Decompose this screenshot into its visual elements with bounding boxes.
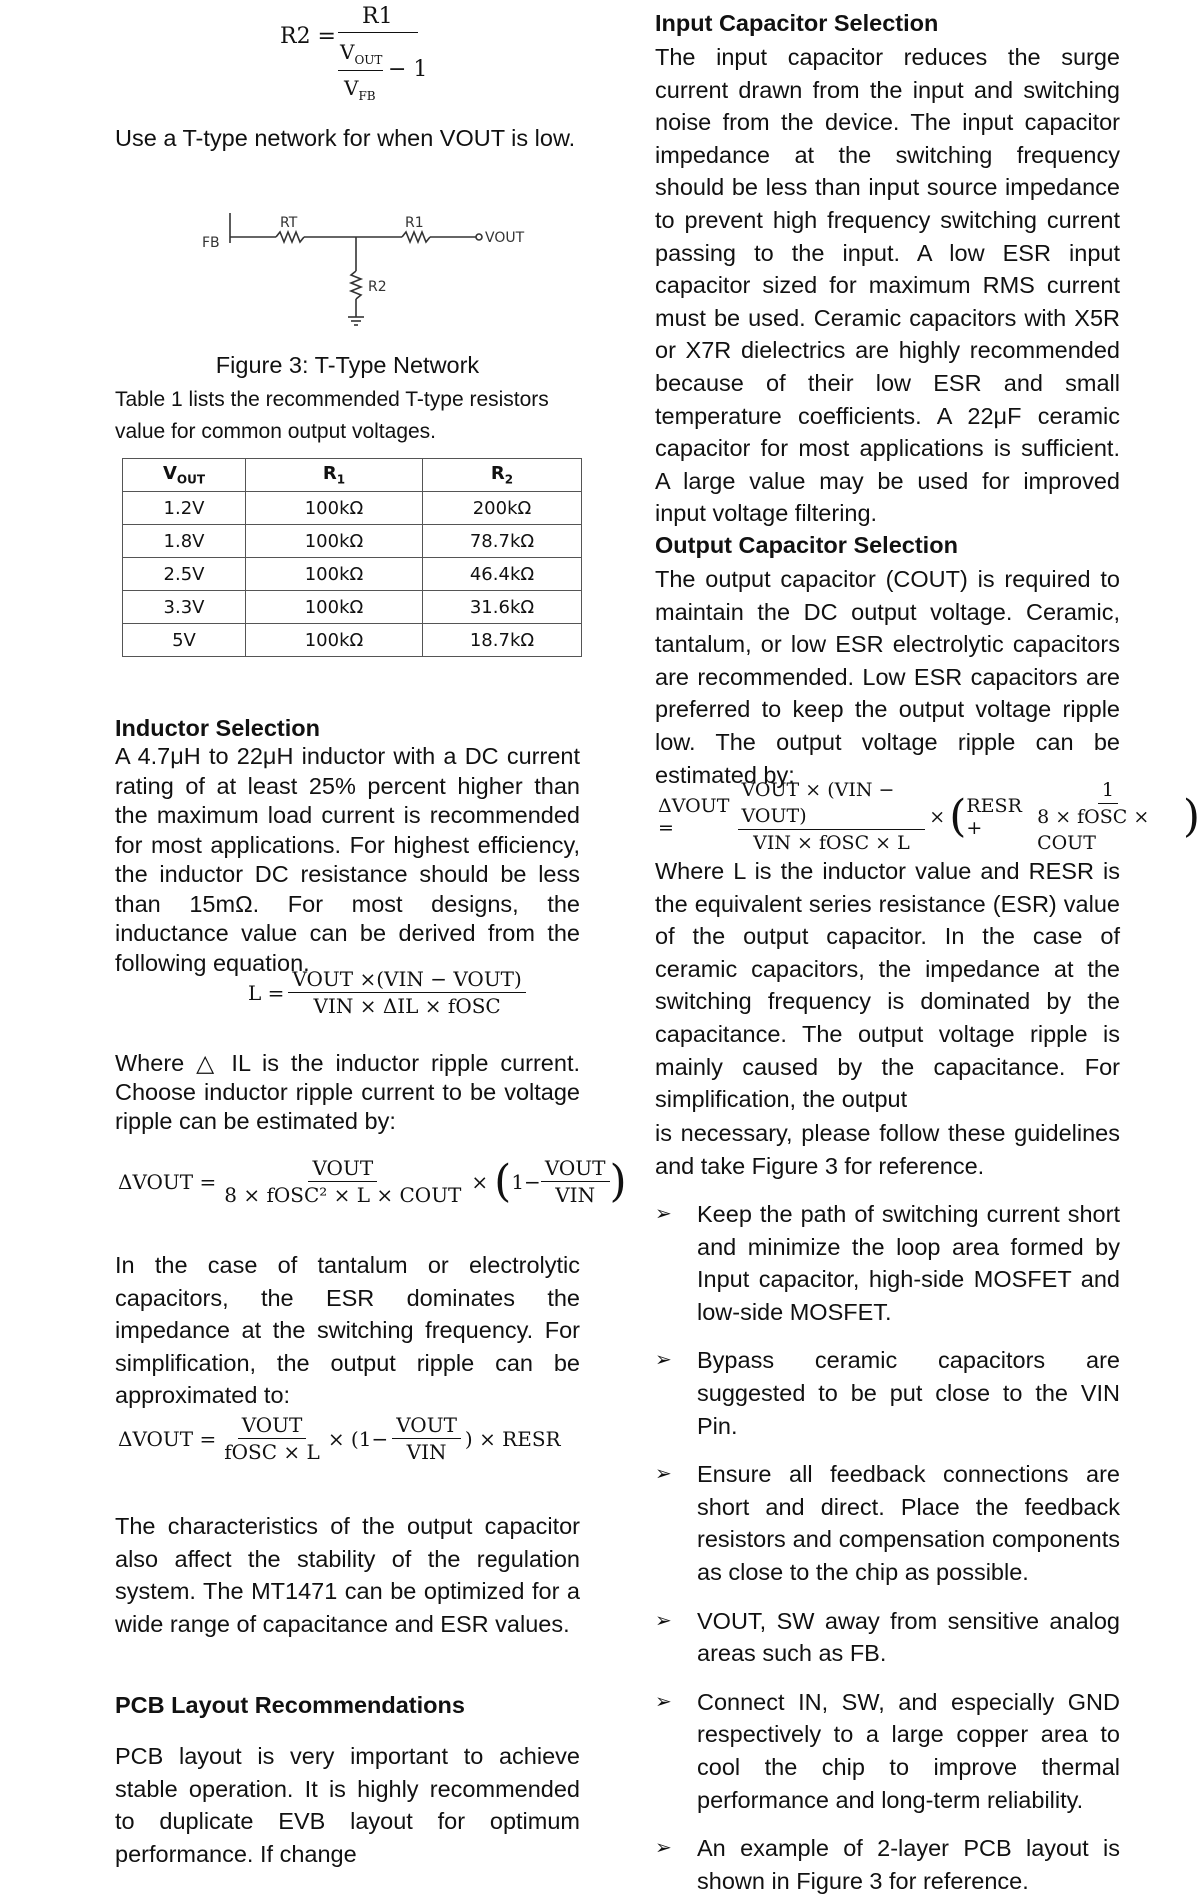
table-cell: 100kΩ — [246, 525, 423, 558]
table-cell: 1.2V — [123, 492, 246, 525]
l-formula-den: VIN × ΔIL × fOSC — [313, 994, 501, 1018]
list-item — [655, 1686, 1120, 1816]
inductor-paragraph: A 4.7μH to 22μH inductor with a DC current rating of at least 25% percent higher than the maximum load current is recommended for most applications. For highest efficiency, the inductor DC resistance should be less than 15mΩ. For most designs, the inductance value can be derived from the following equation. — [115, 743, 580, 976]
table-cell: 5V — [123, 624, 246, 657]
pcb-guidelines-list — [655, 1198, 1120, 1897]
r2-formula-lhs: R2 = — [280, 24, 336, 49]
r2-formula — [280, 2, 440, 107]
dv3-times: × — [929, 805, 946, 828]
l-formula-lhs: L = — [248, 980, 285, 1005]
resistor-table — [122, 458, 582, 657]
necessary-paragraph: is necessary, please follow these guidelines and take Figure 3 for reference. — [655, 1120, 1120, 1179]
circuit-r2-label: R2 — [368, 279, 387, 295]
table-cell: 100kΩ — [246, 492, 423, 525]
dv2-tail-num: VOUT — [392, 1412, 461, 1439]
table-intro: Table 1 lists the recommended T-type resistors value for common output voltages. — [115, 388, 549, 443]
circuit-r1-label: R1 — [405, 215, 424, 231]
dv1-times: × — [471, 1169, 489, 1194]
list-item — [655, 1832, 1120, 1897]
r2-den-v: V — [344, 76, 359, 100]
table-cell: 100kΩ — [246, 624, 423, 657]
r2-num-v: V — [340, 40, 355, 64]
r2-formula-minus-one: − 1 — [388, 57, 428, 82]
bullet-arrow-icon: ➢ — [655, 1690, 672, 1713]
tantalum-paragraph: In the case of tantalum or electrolytic capacitors, the ESR dominates the impedance at the switching frequency. For simplification, the output ripple can be approximated to: — [115, 1252, 580, 1409]
l-formula — [248, 966, 526, 1019]
input-capacitor-paragraph: The input capacitor reduces the surge current drawn from the input and switching noise from the device. The input capacitor impedance at the switching frequency should be less than input source impedance to prevent high frequency switching current passing to the input. A low ESR input capacitor sized for maximum RMS current must be used. Ceramic capacitors with X5R or X7R dielectrics are highly recommended because of their low ESR and small temperature coefficients. A 22μF ceramic capacitor for most applications is sufficient. A large value may be used for improved input voltage filtering. — [655, 44, 1120, 527]
table-cell: 2.5V — [123, 558, 246, 591]
l-formula-num: VOUT ×(VIN − VOUT) — [288, 966, 525, 993]
list-item — [655, 1198, 1120, 1328]
list-item — [655, 1458, 1120, 1588]
table-header-r2: $R_2$ — [423, 459, 582, 492]
circuit-rt-label: RT — [280, 215, 298, 231]
guideline-text: Bypass ceramic capacitors are suggested to be put close to the VIN Pin. — [697, 1347, 1120, 1439]
table-cell: 18.7kΩ — [423, 624, 582, 657]
where-l-paragraph: Where L is the inductor value and RESR is the equivalent series resistance (ESR) value of the output capacitor. In the case of ceramic capacitors, the impedance at the switching frequency is dominated by the capacitance. The output voltage ripple is mainly caused by the capacitance. For simplification, the output — [655, 858, 1120, 1113]
t-type-network-diagram — [200, 205, 540, 335]
table-row — [123, 591, 582, 624]
output-capacitor-paragraph: The output capacitor (COUT) is required to maintain the DC output voltage. Ceramic, tantalum, or low ESR electrolytic capacitors are recommended. Low ESR capacitors are preferred to keep the output voltage ripple low. The output voltage ripple can be estimated by: — [655, 566, 1120, 788]
dv2-tail-den: VIN — [406, 1440, 447, 1464]
dv1-tail-den: VIN — [555, 1183, 596, 1207]
figure-caption: Figure 3: T-Type Network — [215, 352, 480, 378]
output-capacitor-heading: Output Capacitor Selection — [655, 532, 958, 558]
table-cell: 100kΩ — [246, 558, 423, 591]
guideline-text: VOUT, SW away from sensitive analog areas such as FB. — [697, 1607, 1120, 1667]
ripple-formula-3: ΔVOUT = $\frac{\text{VOUT × (VIN − VOUT)}}{\text{VIN × fOSC × L}}$ × ( RESR + $\frac{1}{\text{8 × fOSC × COUT}}$ ) — [658, 779, 1200, 854]
pcb-paragraph: PCB layout is very important to achieve stable operation. It is highly recommended to duplicate EVB layout for optimum performance. If change — [115, 1743, 580, 1867]
t-type-note: Use a T-type network for when VOUT is low. — [115, 125, 576, 151]
table-row — [123, 624, 582, 657]
table-header-r1: $R_1$ — [246, 459, 423, 492]
table-header-vout: $V_{OUT}$ — [123, 459, 246, 492]
table-cell: 3.3V — [123, 591, 246, 624]
table-row — [123, 525, 582, 558]
dv2-den: fOSC × L — [224, 1440, 320, 1464]
dv3-num2: 1 — [1098, 777, 1118, 804]
circuit-fb-label: FB — [202, 235, 220, 251]
dv1-lhs: ΔVOUT = — [118, 1169, 217, 1194]
r2-num-sub: OUT — [354, 53, 383, 67]
dv2-num: VOUT — [238, 1412, 307, 1439]
list-item — [655, 1605, 1120, 1670]
table-cell: 1.8V — [123, 525, 246, 558]
table-cell: 31.6kΩ — [423, 591, 582, 624]
r2-formula-top: R1 — [362, 4, 393, 29]
ripple-formula-2 — [118, 1412, 561, 1465]
dv1-one-minus: 1− — [511, 1169, 541, 1194]
guideline-text: Keep the path of switching current short and minimize the loop area formed by Input capacitor, high-side MOSFET and low-side MOSFET. — [697, 1201, 1120, 1325]
table-header-row — [123, 459, 582, 492]
dv2-lhs: ΔVOUT = — [118, 1426, 217, 1451]
bullet-arrow-icon: ➢ — [655, 1837, 672, 1860]
stability-paragraph: The characteristics of the output capacitor also affect the stability of the regulation system. The MT1471 can be optimized for a wide range of capacitance and ESR values. — [115, 1513, 580, 1637]
dv1-den: 8 × fOSC² × L × COUT — [224, 1183, 462, 1207]
table-row — [123, 558, 582, 591]
inductor-heading: Inductor Selection — [115, 715, 320, 741]
circuit-vout-label: VOUT — [485, 230, 525, 246]
dv3-lhs: ΔVOUT = — [658, 794, 730, 839]
r2-den-sub: FB — [358, 89, 376, 103]
dv3-num: VOUT × (VIN − VOUT) — [738, 777, 926, 830]
pcb-heading: PCB Layout Recommendations — [115, 1692, 465, 1718]
input-capacitor-heading: Input Capacitor Selection — [655, 10, 939, 36]
dv2-mid: × (1− — [327, 1426, 389, 1451]
table-row — [123, 492, 582, 525]
list-item — [655, 1344, 1120, 1442]
guideline-text: An example of 2-layer PCB layout is shown in Figure 3 for reference. — [697, 1835, 1120, 1894]
dv3-resr: RESR + — [966, 794, 1022, 839]
dv3-den: VIN × fOSC × L — [753, 832, 910, 854]
table-cell: 46.4kΩ — [423, 558, 582, 591]
bullet-arrow-icon: ➢ — [655, 1203, 672, 1225]
table-cell: 100kΩ — [246, 591, 423, 624]
bullet-arrow-icon: ➢ — [655, 1463, 672, 1486]
dv3-den2: 8 × fOSC × COUT — [1037, 806, 1150, 854]
dv1-tail-num: VOUT — [541, 1155, 610, 1182]
guideline-text: Connect IN, SW, and especially GND respectively to a large copper area to cool the chip to improve thermal performance and long-term reliability. — [697, 1688, 1120, 1813]
where-paragraph: Where △ IL is the inductor ripple current. Choose inductor ripple current to be voltage ripple can be estimated by: — [115, 1050, 580, 1134]
bullet-arrow-icon: ➢ — [655, 1349, 672, 1372]
guideline-text: Ensure all feedback connections are short and direct. Place the feedback resistors and compensation components as close to the chip as possible. — [697, 1461, 1120, 1585]
table-cell: 200kΩ — [423, 492, 582, 525]
table-cell: 78.7kΩ — [423, 525, 582, 558]
dv1-num: VOUT — [308, 1155, 377, 1182]
ripple-formula-1: ΔVOUT = $\frac{\text{VOUT}}{\text{8 × fOSC² × L × COUT}}$ × ( 1− $\frac{\text{VOUT}}{\text{VIN}}$ ) — [118, 1155, 627, 1207]
dv2-end: ) × RESR — [464, 1426, 561, 1451]
bullet-arrow-icon: ➢ — [655, 1609, 672, 1632]
